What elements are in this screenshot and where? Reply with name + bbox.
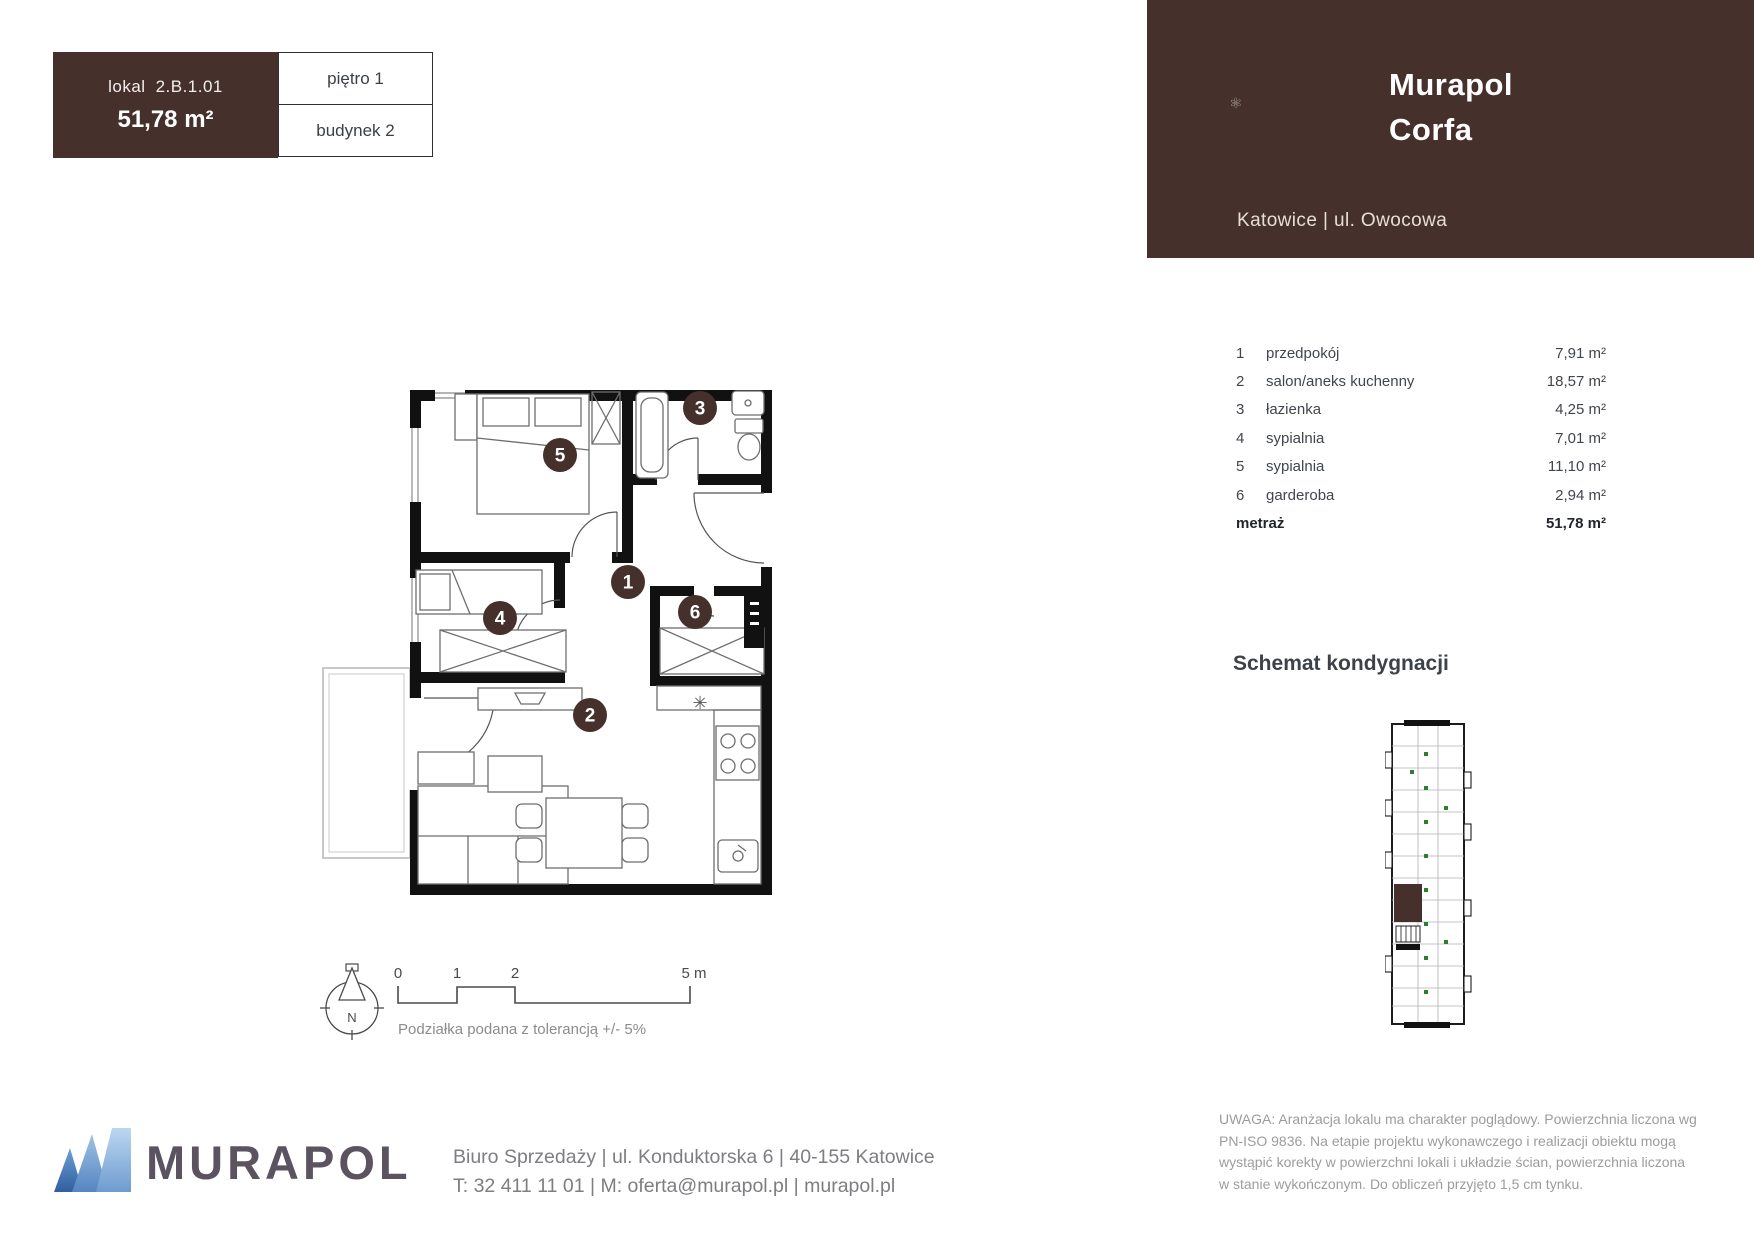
room-area: 7,91 m² (1555, 344, 1606, 362)
project-name (1389, 62, 1513, 152)
footer-address: Biuro Sprzedaży | ul. Konduktorska 6 | 40-155 Katowice (453, 1146, 935, 1168)
footer-contact: T: 32 411 11 01 | M: oferta@murapol.pl | murapol.pl (453, 1175, 896, 1197)
total-area: 51,78 m² (1545, 515, 1606, 533)
badge-room-3 (683, 391, 717, 425)
schematic-title: Schemat kondygnacji (1233, 652, 1449, 675)
room-area: 11,10 m² (1547, 458, 1606, 476)
room-number: 1 (1236, 344, 1245, 362)
room-number: 2 (1236, 373, 1245, 391)
badge-room-1 (611, 565, 645, 599)
project-name-line1: Murapol (1389, 67, 1514, 102)
badge-room-4 (483, 601, 517, 635)
badge-3-number: 3 (694, 398, 706, 420)
badge-room-2 (573, 698, 607, 732)
unit-building-box (278, 104, 433, 157)
unit-floor-label: piętro 1 (327, 68, 384, 88)
room-area: 4,25 m² (1555, 401, 1606, 419)
badge-4-number: 4 (494, 608, 506, 630)
room-area: 2,94 m² (1555, 486, 1606, 504)
badge-1-number: 1 (622, 572, 634, 594)
unit-area: 51,78 m² (117, 105, 214, 133)
unit-lokal-number: 2.B.1.01 (155, 76, 223, 96)
room-number: 5 (1236, 458, 1245, 476)
floor-plan (285, 350, 800, 910)
table-row (1236, 481, 1606, 509)
murapol-logo-icon (40, 1120, 150, 1200)
project-name-line2: Corfa (1389, 112, 1473, 147)
disclaimer-text: UWAGA: Aranżacja lokalu ma charakter poglądowy. Powierzchnia liczona wg PN-ISO 9836. Na etapie projektu wykonawczego i realizacji obiektu mogą wystąpić korekty w powierzchni lokali i układzie ścian, powierzchnia liczona w stanie wykończonym. Do obliczeń przyjęto 1,5 cm tynku. (1219, 1111, 1697, 1192)
room-table (1236, 339, 1606, 538)
room-area: 7,01 m² (1555, 429, 1606, 447)
badge-6-number: 6 (689, 602, 701, 624)
scale-tick-2: 2 (510, 965, 520, 982)
schematic-top-cap (1404, 720, 1450, 726)
schematic-stairs (1396, 926, 1420, 950)
floor-schematic (1385, 718, 1472, 1033)
room-number: 6 (1236, 486, 1245, 504)
room-name: salon/aneks kuchenny (1266, 373, 1415, 391)
balcony-outline (323, 668, 410, 858)
room-name: sypialnia (1266, 458, 1325, 476)
room-name: łazienka (1266, 401, 1322, 419)
scale-tick-0: 0 (393, 965, 403, 982)
project-location: Katowice | ul. Owocowa (1237, 210, 1448, 231)
table-row (1236, 339, 1606, 367)
scale-tick-1: 1 (452, 965, 462, 982)
badge-room-5 (543, 438, 577, 472)
table-row (1236, 396, 1606, 424)
room-number: 4 (1236, 429, 1245, 447)
murapol-wordmark: MURAPOL (146, 1136, 412, 1189)
hob-symbol: ✳ (692, 693, 708, 713)
utility-shaft (744, 590, 764, 648)
project-header (1147, 0, 1754, 258)
murapol-flower-icon (1230, 45, 1355, 165)
scale-and-compass (300, 940, 720, 1050)
room-name: przedpokój (1266, 344, 1340, 362)
table-row (1236, 424, 1606, 452)
room-number: 3 (1236, 401, 1245, 419)
compass-icon (320, 964, 384, 1040)
schematic-bottom-cap (1404, 1022, 1450, 1028)
room-name: garderoba (1266, 486, 1335, 504)
total-label: metraż (1236, 515, 1285, 533)
compass-north-label: N (347, 1010, 357, 1025)
unit-card (53, 52, 278, 158)
badge-2-number: 2 (584, 705, 596, 727)
room-area: 18,57 m² (1546, 373, 1606, 391)
scale-bar (394, 965, 707, 1003)
schematic-highlighted-unit (1394, 884, 1422, 922)
scale-tick-5: 5 m (681, 965, 707, 982)
unit-building-label: budynek 2 (316, 120, 395, 140)
table-row (1236, 453, 1606, 481)
unit-lokal-label: lokal (108, 76, 146, 96)
scale-tolerance-note: Podziałka podana z tolerancją +/- 5% (398, 1021, 647, 1038)
unit-floor-box (278, 52, 433, 105)
badge-room-6 (678, 595, 712, 629)
table-row (1236, 367, 1606, 395)
room-name: sypialnia (1266, 429, 1325, 447)
badge-5-number: 5 (554, 445, 566, 467)
unit-lokal-line (108, 77, 223, 97)
footer-contact-block (453, 1143, 935, 1201)
table-total-row (1236, 509, 1606, 537)
furniture-bedroom5 (455, 392, 620, 514)
